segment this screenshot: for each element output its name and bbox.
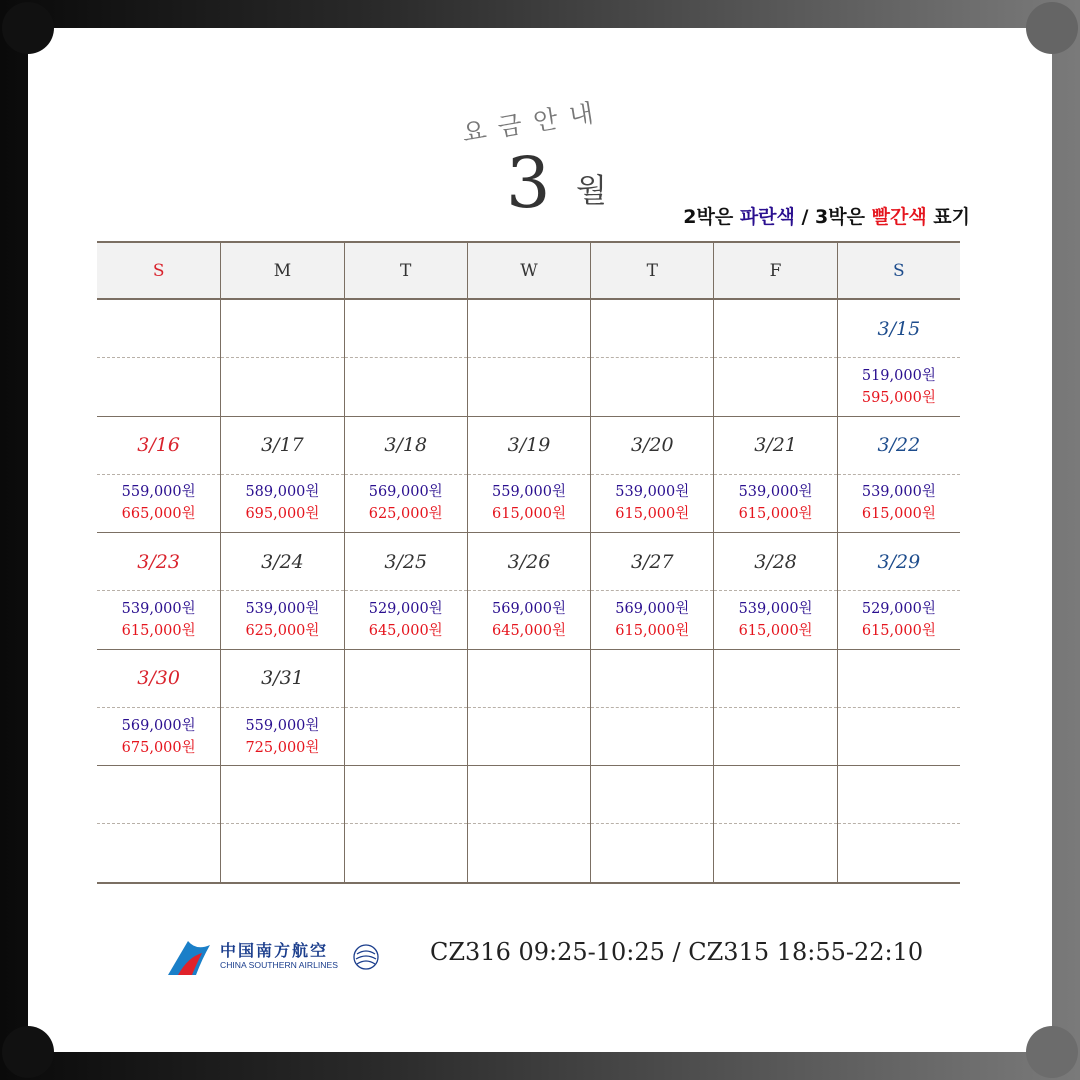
day-prices <box>714 708 836 766</box>
day-date <box>838 766 960 824</box>
calendar-day-cell <box>713 417 836 533</box>
day-date <box>345 650 467 708</box>
calendar-day-cell <box>344 533 467 649</box>
weekday-monday: M <box>220 243 343 298</box>
day-prices <box>714 358 836 416</box>
day-prices <box>345 475 467 533</box>
day-date: 3/27 <box>591 533 713 591</box>
calendar-day-cell <box>97 766 220 882</box>
calendar-day-cell <box>590 650 713 766</box>
fare-guide-subtitle: 요금안내 <box>459 96 608 148</box>
calendar-day-cell <box>220 533 343 649</box>
calendar-day-cell <box>344 300 467 416</box>
calendar-day-cell <box>713 533 836 649</box>
three-night-price: 615,000원 <box>615 506 690 523</box>
calendar-day-cell <box>220 766 343 882</box>
day-prices <box>591 824 713 882</box>
calendar-day-cell <box>97 533 220 649</box>
three-night-price: 615,000원 <box>121 622 196 639</box>
legend-text: 표기 <box>926 206 970 228</box>
day-date <box>591 766 713 824</box>
day-prices <box>468 591 590 649</box>
month-unit: 월 <box>576 171 607 209</box>
calendar-day-cell <box>713 766 836 882</box>
day-prices <box>591 358 713 416</box>
day-prices <box>345 824 467 882</box>
day-prices <box>838 824 960 882</box>
day-date <box>714 650 836 708</box>
day-prices <box>221 358 343 416</box>
day-prices <box>345 358 467 416</box>
day-prices <box>468 475 590 533</box>
three-night-price: 695,000원 <box>245 506 320 523</box>
two-night-price: 539,000원 <box>738 600 813 617</box>
calendar-day-cell <box>590 417 713 533</box>
day-date: 3/18 <box>345 417 467 475</box>
day-date <box>468 766 590 824</box>
two-night-price: 539,000원 <box>121 600 196 617</box>
calendar-day-cell <box>97 650 220 766</box>
day-date: 3/25 <box>345 533 467 591</box>
two-night-price: 529,000원 <box>368 600 443 617</box>
day-date <box>221 300 343 358</box>
two-night-price: 559,000원 <box>245 717 320 734</box>
two-night-price: 529,000원 <box>861 600 936 617</box>
weekday-thursday: T <box>590 243 713 298</box>
calendar-day-cell <box>220 300 343 416</box>
calendar-day-cell <box>97 417 220 533</box>
day-date <box>97 766 220 824</box>
weekday-tuesday: T <box>344 243 467 298</box>
weekday-saturday: S <box>837 243 960 298</box>
weekday-friday: F <box>713 243 836 298</box>
calendar-day-cell <box>344 766 467 882</box>
calendar-day-cell <box>713 650 836 766</box>
three-night-price: 595,000원 <box>861 389 936 406</box>
day-date <box>468 300 590 358</box>
day-date <box>345 300 467 358</box>
day-date <box>714 300 836 358</box>
day-date <box>345 766 467 824</box>
day-prices <box>714 475 836 533</box>
poster-card <box>28 28 1052 1052</box>
day-date <box>591 650 713 708</box>
legend-text: / 3박은 <box>794 206 872 228</box>
calendar-day-cell <box>837 766 960 882</box>
calendar-day-cell <box>344 650 467 766</box>
legend-text: 2박은 <box>683 206 740 228</box>
calendar-day-cell <box>220 650 343 766</box>
three-night-price: 625,000원 <box>368 506 443 523</box>
weekday-wednesday: W <box>467 243 590 298</box>
calendar-day-cell <box>590 766 713 882</box>
calendar-week-row <box>97 650 960 767</box>
day-prices <box>345 708 467 766</box>
calendar-day-cell <box>590 300 713 416</box>
day-prices <box>591 475 713 533</box>
calendar-day-cell <box>344 417 467 533</box>
weekday-sunday: S <box>152 260 165 281</box>
three-night-price: 615,000원 <box>615 622 690 639</box>
three-night-price: 615,000원 <box>738 622 813 639</box>
three-night-price: 645,000원 <box>492 622 566 639</box>
calendar-day-cell <box>837 417 960 533</box>
day-date: 3/30 <box>97 650 220 708</box>
calendar-week-row <box>97 533 960 650</box>
three-night-price: 725,000원 <box>245 739 320 756</box>
day-prices <box>97 591 220 649</box>
calendar-week-row <box>97 766 960 882</box>
day-date: 3/15 <box>838 300 960 358</box>
day-prices <box>97 708 220 766</box>
two-night-price: 559,000원 <box>121 484 196 501</box>
month-number: 3 <box>506 142 551 224</box>
day-date: 3/26 <box>468 533 590 591</box>
day-prices <box>838 708 960 766</box>
two-night-price: 569,000원 <box>492 600 566 617</box>
day-date <box>468 650 590 708</box>
day-prices <box>221 475 343 533</box>
day-date <box>221 766 343 824</box>
airline-name-chinese: 中国南方航空 <box>220 941 329 960</box>
two-night-price: 589,000원 <box>245 484 320 501</box>
corner-notch <box>1026 2 1078 54</box>
calendar-week-row <box>97 417 960 534</box>
two-night-price: 539,000원 <box>738 484 813 501</box>
three-night-price: 665,000원 <box>121 506 196 523</box>
airline-name-english: CHINA SOUTHERN AIRLINES <box>220 960 338 970</box>
weekday-header <box>97 243 960 300</box>
day-date: 3/28 <box>714 533 836 591</box>
two-night-price: 569,000원 <box>615 600 690 617</box>
day-prices <box>221 591 343 649</box>
day-prices <box>221 708 343 766</box>
day-date: 3/16 <box>97 417 220 475</box>
calendar-weeks <box>97 300 960 882</box>
day-date: 3/23 <box>97 533 220 591</box>
calendar-day-cell <box>467 417 590 533</box>
day-prices <box>591 591 713 649</box>
day-prices <box>97 824 220 882</box>
calendar-day-cell <box>837 300 960 416</box>
day-prices <box>221 824 343 882</box>
three-night-price: 675,000원 <box>121 739 196 756</box>
corner-notch <box>2 1026 54 1078</box>
day-date <box>838 650 960 708</box>
skyteam-icon <box>354 945 378 969</box>
two-night-price: 539,000원 <box>861 484 936 501</box>
calendar-day-cell <box>837 650 960 766</box>
day-prices <box>838 475 960 533</box>
day-date: 3/21 <box>714 417 836 475</box>
calendar-day-cell <box>220 417 343 533</box>
day-prices <box>468 358 590 416</box>
calendar-day-cell <box>837 533 960 649</box>
calendar-week-row <box>97 300 960 417</box>
three-night-price: 615,000원 <box>861 506 936 523</box>
legend-red-text: 빨간색 <box>871 206 927 228</box>
calendar-day-cell <box>590 533 713 649</box>
price-legend <box>683 202 970 229</box>
day-date: 3/19 <box>468 417 590 475</box>
three-night-price: 615,000원 <box>861 622 936 639</box>
two-night-price: 539,000원 <box>245 600 320 617</box>
day-prices <box>714 824 836 882</box>
flight-schedule: CZ316 09:25-10:25 / CZ315 18:55-22:10 <box>430 938 924 966</box>
legend-blue-text: 파란색 <box>739 206 795 228</box>
day-prices <box>468 708 590 766</box>
two-night-price: 519,000원 <box>861 367 936 384</box>
corner-notch <box>2 2 54 54</box>
day-prices <box>714 591 836 649</box>
day-prices <box>97 475 220 533</box>
calendar-day-cell <box>713 300 836 416</box>
three-night-price: 625,000원 <box>245 622 320 639</box>
day-prices <box>838 591 960 649</box>
calendar-day-cell <box>467 533 590 649</box>
day-date: 3/31 <box>221 650 343 708</box>
day-date: 3/20 <box>591 417 713 475</box>
day-date <box>591 300 713 358</box>
two-night-price: 559,000원 <box>492 484 566 501</box>
day-date: 3/17 <box>221 417 343 475</box>
calendar-day-cell <box>467 766 590 882</box>
calendar-day-cell <box>467 650 590 766</box>
two-night-price: 539,000원 <box>615 484 690 501</box>
two-night-price: 569,000원 <box>121 717 196 734</box>
day-prices <box>838 358 960 416</box>
three-night-price: 615,000원 <box>492 506 566 523</box>
day-prices <box>345 591 467 649</box>
day-date <box>97 300 220 358</box>
corner-notch <box>1026 1026 1078 1078</box>
three-night-price: 615,000원 <box>738 506 813 523</box>
day-prices <box>591 708 713 766</box>
day-date: 3/29 <box>838 533 960 591</box>
day-prices <box>468 824 590 882</box>
day-date <box>714 766 836 824</box>
day-prices <box>97 358 220 416</box>
day-date: 3/24 <box>221 533 343 591</box>
two-night-price: 569,000원 <box>368 484 443 501</box>
calendar-day-cell <box>97 300 220 416</box>
three-night-price: 645,000원 <box>368 622 443 639</box>
calendar-day-cell <box>467 300 590 416</box>
fare-calendar <box>97 241 960 884</box>
day-date: 3/22 <box>838 417 960 475</box>
